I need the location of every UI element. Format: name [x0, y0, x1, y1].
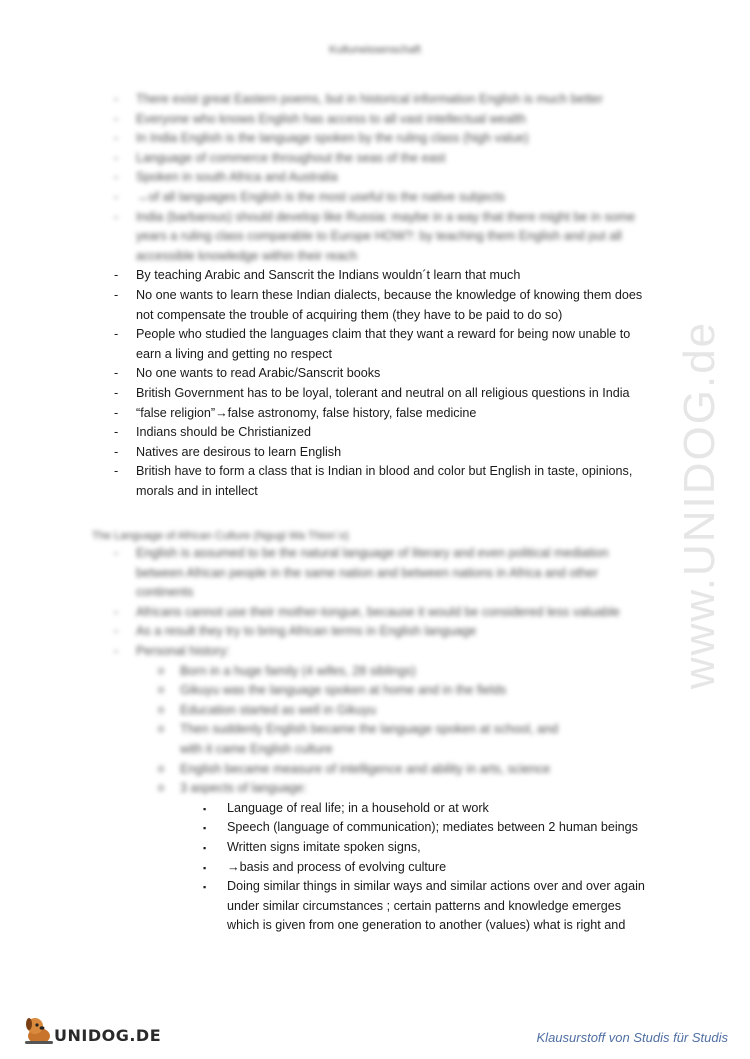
- square-bullet-icon: ▪: [203, 882, 207, 893]
- square-bullet-icon: ▪: [203, 823, 207, 834]
- list-item: - People who studied the languages claim that they want a reward for being now unable to earn a living and getting no respect: [114, 327, 631, 361]
- dash-bullet-icon: -: [114, 189, 119, 204]
- dash-bullet-icon: -: [114, 327, 119, 342]
- list-item: - →of all languages English is the most useful to the native subjects: [0, 188, 750, 208]
- sub-sub-list-item: ▪ Doing similar things in similar ways and similar actions over and over again under similar circumstances ; certain patterns and knowledge emerges which is given from one generation to another (values) what is right and: [203, 879, 645, 933]
- dash-bullet-icon: -: [114, 546, 119, 560]
- list-item: - By teaching Arabic and Sanscrit the Indians wouldn´t learn that much: [0, 266, 750, 286]
- list-item: - Personal history:: [0, 642, 750, 662]
- sub-list-item: o Then suddenly English became the language spoken at school, and with it came English culture: [158, 722, 559, 756]
- dog-mascot-icon: [22, 1014, 56, 1048]
- list-item: - Spoken in south Africa and Australia: [0, 168, 750, 188]
- list-item: - “false religion”→false astronomy, false history, false medicine: [0, 404, 750, 424]
- watermark: [670, 285, 730, 725]
- list-item: - Everyone who knows English has access to all vast intellectual wealth: [0, 110, 750, 130]
- dash-bullet-icon: -: [114, 131, 119, 146]
- dash-bullet-icon: -: [114, 385, 119, 400]
- list-item: - No one wants to learn these Indian dialects, because the knowledge of knowing them does not compensate the trouble of acquiring them (they have to be paid to do so): [114, 287, 643, 322]
- dash-bullet-icon: -: [114, 209, 119, 224]
- sub-sub-list-item: ▪ Language of real life; in a household or at work: [0, 799, 750, 819]
- dash-bullet-icon: -: [114, 170, 119, 185]
- circle-bullet-icon: o: [158, 782, 165, 795]
- logo-text: UNIDOG.DE: [54, 1026, 162, 1045]
- page-header: Kulturwissenschaft: [329, 44, 421, 56]
- dash-bullet-icon: -: [114, 268, 119, 283]
- footer-logo: [18, 1012, 162, 1052]
- list-item: - Africans cannot use their mother-tongue, because it would be considered less valuable: [0, 603, 750, 623]
- sub-list-item: o 3 aspects of language:: [0, 779, 750, 799]
- dash-bullet-icon: -: [114, 624, 119, 639]
- dash-bullet-icon: -: [114, 92, 119, 106]
- dash-bullet-icon: -: [114, 643, 119, 658]
- square-bullet-icon: ▪: [203, 803, 207, 814]
- sub-sub-list-item: ▪ Speech (language of communication); mediates between 2 human beings: [0, 818, 750, 838]
- bullet-list-2: [0, 544, 750, 936]
- circle-bullet-icon: o: [158, 723, 165, 736]
- list-item: - India (barbarous) should develop like Russia: maybe in a way that there might be in some years a ruling class comparable to Europe HOW?: by teaching them English and put all accessible knowledge within their reach: [114, 209, 636, 263]
- section-heading: The Language of African Culture (Ngugi Wa Thion´o): [92, 530, 349, 542]
- dash-bullet-icon: -: [114, 405, 119, 420]
- list-item: - Language of commerce throughout the seas of the east: [0, 149, 750, 169]
- list-item: - British have to form a class that is Indian in blood and color but English in taste, opinions, morals and in intellect: [114, 464, 633, 498]
- list-item: - There exist great Eastern poems, but in historical information English is much better: [0, 90, 750, 110]
- bullet-list-1: [0, 90, 750, 501]
- dash-bullet-icon: -: [114, 287, 119, 302]
- dash-bullet-icon: -: [114, 150, 119, 165]
- list-item: - As a result they try to bring African terms in English language: [0, 622, 750, 642]
- circle-bullet-icon: o: [158, 684, 165, 697]
- list-item: - British Government has to be loyal, tolerant and neutral on all religious questions in India: [0, 384, 750, 404]
- circle-bullet-icon: o: [158, 703, 165, 716]
- list-item: - English is assumed to be the natural language of literary and even political mediation between African people in the same nation and between nations in Africa and other continents: [114, 546, 609, 600]
- list-item: - Natives are desirous to learn English: [0, 443, 750, 463]
- list-item: - In India English is the language spoken by the ruling class (high value): [0, 129, 750, 149]
- sub-list-item: o Gikuyu was the language spoken at home and in the fields: [0, 681, 750, 701]
- dash-bullet-icon: -: [114, 444, 119, 459]
- sub-list-item: o Born in a huge family (4 wifes, 28 siblings): [0, 662, 750, 682]
- sub-list-item: o English became measure of intelligence and ability in arts, science: [0, 760, 750, 780]
- sub-sub-list-item: ▪ Written signs imitate spoken signs,: [0, 838, 750, 858]
- watermark-text: www.UNIDOG.de: [675, 320, 724, 690]
- square-bullet-icon: ▪: [203, 862, 207, 873]
- circle-bullet-icon: o: [158, 762, 165, 775]
- footer-tagline: Klausurstoff von Studis für Studis: [536, 1030, 728, 1045]
- sub-sub-list-item: ▪ →basis and process of evolving culture: [0, 858, 750, 878]
- list-item: - Indians should be Christianized: [0, 423, 750, 443]
- list-item: - No one wants to read Arabic/Sanscrit books: [0, 364, 750, 384]
- dash-bullet-icon: -: [114, 604, 119, 619]
- dash-bullet-icon: -: [114, 366, 119, 381]
- sub-list-item: o Education started as well in Gikuyu: [0, 701, 750, 721]
- square-bullet-icon: ▪: [203, 842, 207, 853]
- dash-bullet-icon: -: [114, 111, 119, 126]
- dash-bullet-icon: -: [114, 464, 119, 479]
- circle-bullet-icon: o: [158, 664, 165, 677]
- dash-bullet-icon: -: [114, 425, 119, 440]
